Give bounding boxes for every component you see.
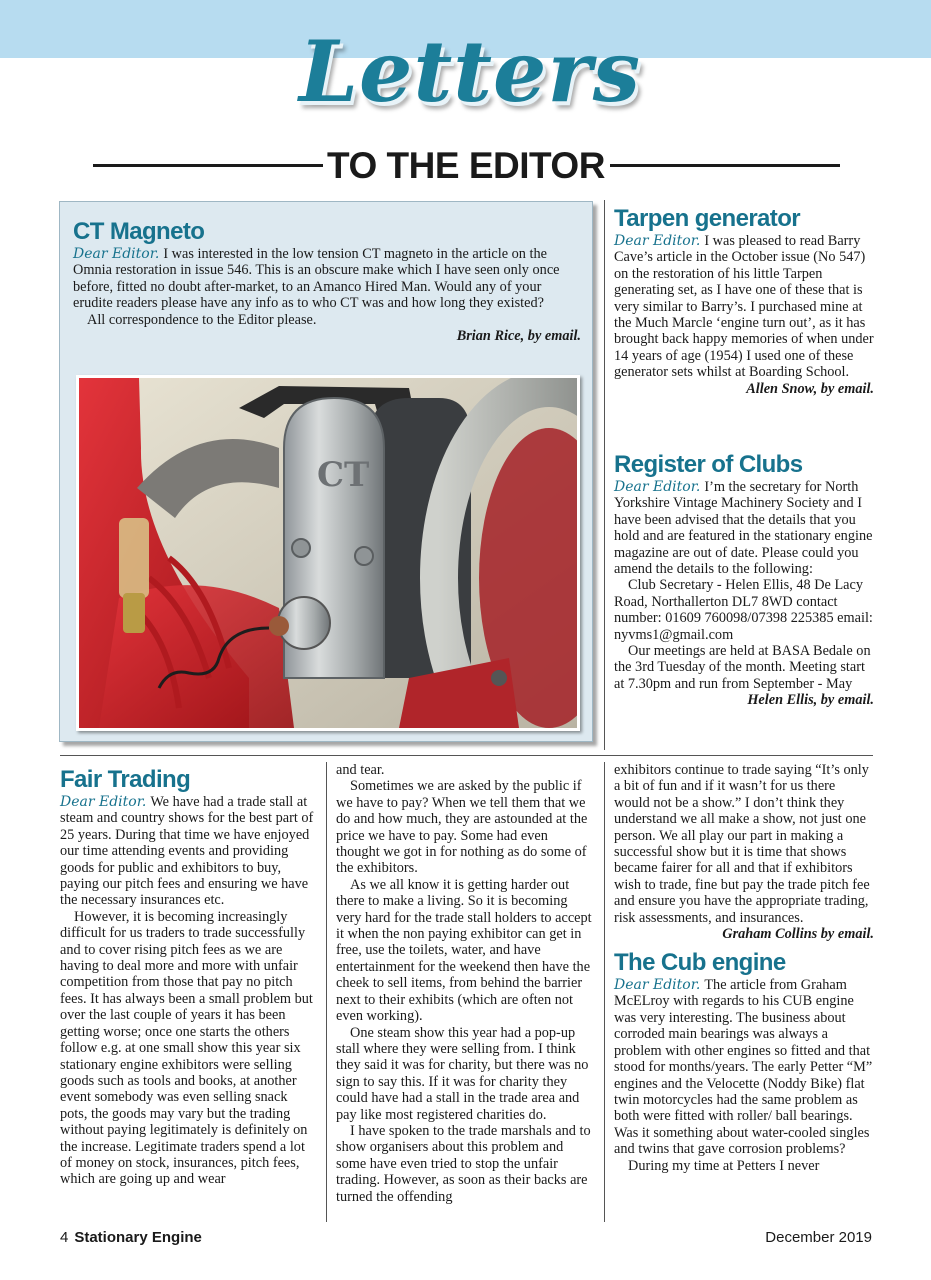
fair-trading-letter [60,766,316,1188]
fair-trading-continued [336,762,592,1205]
masthead-subtitle: TO THE EDITOR [327,145,605,186]
ct-magneto-salutation: Dear Editor. [73,246,160,262]
masthead-rule-right [610,164,840,167]
cub-engine-paragraph-2: During my time at Petters I never [628,1157,820,1174]
fair-trading-col2-paragraph-4: I have spoken to the trade marshals and to show organisers about this problem and some have even tried to stop the unfair trading. However, as soon as their backs are turned the offending [336,1122,591,1205]
tarpen-signature: Allen Snow, by email. [746,380,874,397]
register-body [614,479,874,692]
fair-trading-paragraph-2: However, it is becoming increasingly difficult for us traders to trade successfully and to cover rising pitch fees as we are having to deal more and more with unfair competition from those that pay no pitch fees. It has always been a small problem but over the last couple of years it has been getting worse; once one starts the others follow e.g. at one small show this year six stationary engine exhibitors were selling goods such as tools and books, at another event somebody was even selling snack pots, the goods may vary but the trading without paying legitimately is definitely on the increase. Legitimate traders spend a lot of money on stock, insurances, pitch fees, which are going up and wear [60,908,313,1188]
column-divider-lower-2 [604,762,605,1222]
fair-trading-heading: Fair Trading [60,766,191,793]
page-number: 4 [60,1229,69,1246]
fair-trading-body-col3 [614,762,874,926]
column-divider-top [604,200,605,750]
fair-trading-col2-paragraph-1: Sometimes we are asked by the public if we have to pay? When we tell them that we do and how much, they are astounded at the price we have to pay. Some had even thought we got in for nothing as do some of the exhibitors. [336,778,588,877]
cub-engine-salutation: Dear Editor. [614,977,701,994]
ct-magneto-box [59,201,593,742]
fair-trading-col3-continuation: exhibitors continue to trade saying “It’s only a bit of fun and if it wasn’t for us there would not be a show.” I don’t think they understand we all make a show, not just one person. We all play our part in making a successful show but it is time that shows became fairer for all and that if exhibitors wish to trade, fine but pay the trade pitch fee and ensure you have the appropriate trading, risk assessments, and insurances. [614,762,870,926]
tarpen-paragraph-1: I was pleased to read Barry Cave’s article in the October issue (No 547) on the restoration of his little Tarpen generating set, as I have one of these that is very similar to Barry’s. I purchased mine at the Much Marcle ‘engine turn out’, as it has brought back happy memories of when under 14 years of age (1954) I used one of these generator sets whilst at Boarding School. [614,233,874,381]
footer-left [60,1228,202,1248]
cub-engine-heading: The Cub engine [614,949,786,977]
fair-trading-col2-paragraph-3: One steam show this year had a pop-up stall where they were selling from. I think they said it was for charity, but there was no sign to say this. If it was for charity they could have had a stall in the trade area and pay like most registered charities do. [336,1024,589,1123]
ct-magneto-paragraph-1: I was interested in the low tension CT magneto in the article on the Omnia restoration in issue 546. This is an obscure make which I have seen only once before, fitted no doubt after-market, to an Amanco Hired Man. Would any of your erudite readers please have any info as to who CT was and how long they existed? [73,246,560,312]
magazine-name: Stationary Engine [74,1229,202,1246]
masthead-title: Letters [298,22,642,121]
ct-magneto-letter [73,218,581,345]
fair-trading-signature: Graham Collins by email. [722,926,874,943]
register-salutation: Dear Editor. [614,479,701,495]
register-paragraph-2: Club Secretary - Helen Ellis, 48 De Lacy Road, Northallerton DL7 8WD contact number: 01609 760098/07398 225385 email: nyvms1@gmail.com [614,577,873,643]
masthead-rule-left [93,164,323,167]
column-three [614,762,874,1174]
ct-magneto-photo [76,375,580,731]
issue-date: December 2019 [765,1229,872,1246]
fair-trading-paragraph-1: We have had a trade stall at steam and country shows for the best part of 25 years. During that time we have enjoyed our time attending events and providing goods for public and exhibitors to buy, paying our pitch fees and ensuring we have the necessary insurances etc. [60,794,314,909]
ct-magneto-body [73,246,581,328]
tarpen-body [614,233,874,381]
register-heading: Register of Clubs [614,451,803,478]
cub-engine-paragraph-1: The article from Graham McELroy with regards to his CUB engine was very interesting. The business about corroded main bearings was always a problem with other engines so fitted and that stood for months/years. The early Petter “M” engines and the Velocette (Noddy Bike) flat twin motorcycles had the same problem as both were fitted with roller/ ball bearings. Was it something about water-cooled singles and twins that gave corrosion problems? [614,977,873,1158]
section-divider [60,755,873,756]
column-divider-lower-1 [326,762,327,1222]
register-paragraph-3: Our meetings are held at BASA Bedale on the 3rd Tuesday of the month. Meeting start at 7.30pm and run from September - May [614,643,871,692]
brass-lubricator [119,518,149,598]
ct-magneto-signature: Brian Rice, by email. [456,328,581,345]
fair-trading-body-col1 [60,794,316,1188]
cub-engine-body [614,977,874,1174]
fair-trading-col2-continuation: and tear. [336,762,385,778]
register-letter [614,451,874,709]
register-signature: Helen Ellis, by email. [747,692,874,709]
fair-trading-salutation: Dear Editor. [60,794,147,810]
fair-trading-col2-paragraph-2: As we all know it is getting harder out there to make a living. So it is becoming very hard for the trade stall holders to accept it when the non paying exhibitor can get in free, use the toilets, water, and have entertainment for the weekend then have the cheek to sell items, from behind the barrier next to their exhibits (which are often not even working). [336,876,592,1025]
tarpen-salutation: Dear Editor. [614,233,701,249]
ct-magneto-paragraph-2: All correspondence to the Editor please. [87,311,317,328]
fair-trading-body-col2 [336,762,592,1205]
register-paragraph-1: I’m the secretary for North Yorkshire Vintage Machinery Society and I have been advised that the details that you hold and are featured in the stationary engine magazine are out of date. Please could you amend the details to the following: [614,479,873,578]
magneto-ct-logo: CT [317,455,370,495]
tarpen-heading: Tarpen generator [614,205,800,232]
tarpen-letter [614,205,874,398]
ct-magneto-heading: CT Magneto [73,218,205,245]
